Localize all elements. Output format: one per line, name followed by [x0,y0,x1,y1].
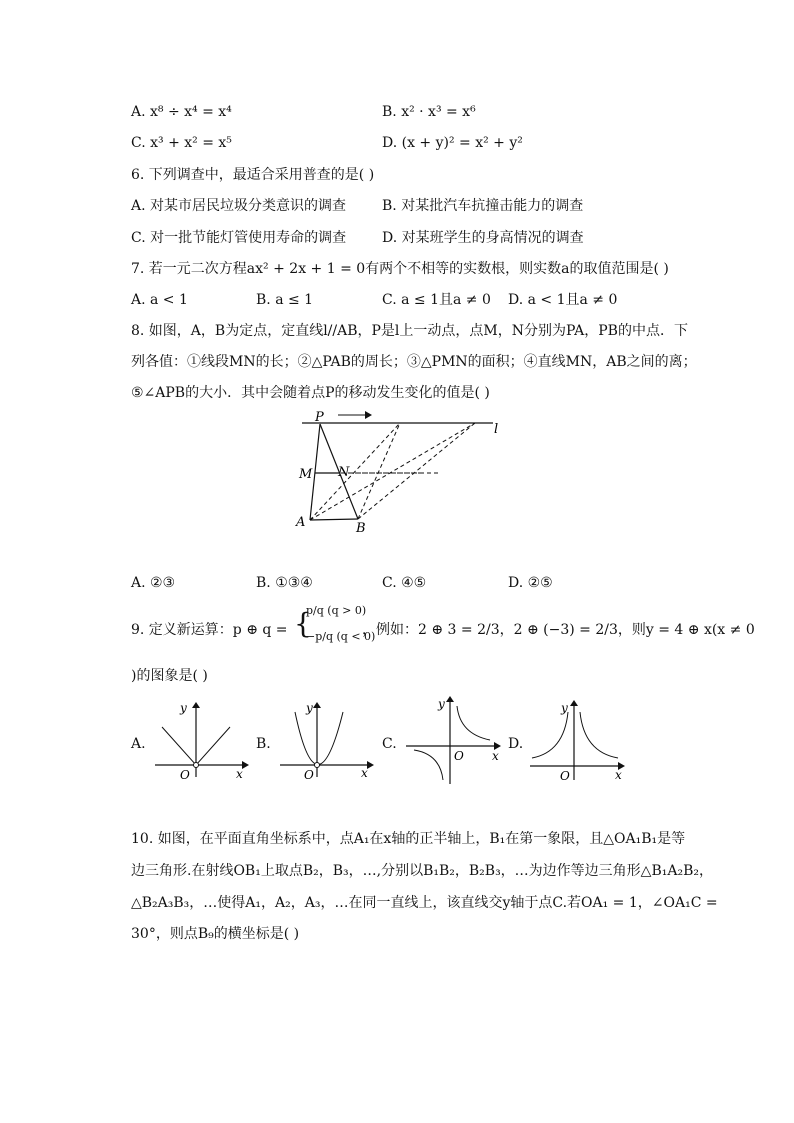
q10-stem-line1: 10. 如图，在平面直角坐标系中，点A₁在x轴的正半轴上，B₁在第一象限，且△OA₁B₁是等 [131,831,686,847]
q9-graph-d[interactable] [526,700,631,785]
q8-option-b[interactable]: B. ①③④ [256,575,313,591]
segment-ab [310,519,358,520]
q5-option-a[interactable]: A. x⁸ ÷ x⁴ = x⁴ [131,104,232,120]
q10-stem-line3: △B₂A₃B₃，…使得A₁，A₂，A₃，…在同一直线上，该直线交y轴于点C.若OA₁ = 1，∠OA₁C = [131,895,718,911]
label-n: N [338,465,350,480]
label-b: B [356,521,366,535]
q8-option-a[interactable]: A. ②③ [131,575,176,591]
q9-graph-c[interactable] [402,696,502,786]
q7-option-d[interactable]: D. a < 1且a ≠ 0 [508,292,618,308]
q7-option-c[interactable]: C. a ≤ 1且a ≠ 0 [382,292,491,308]
q8-stem-line3: ⑤∠APB的大小．其中会随着点P的移动发生变化的值是( ) [131,385,490,401]
q10-stem-line2: 边三角形.在射线OB₁上取点B₂，B₃，…,分别以B₁B₂，B₂B₃，…为边作等边三角形△B₁A₂B₂， [131,863,713,879]
dashed-lines [310,423,475,520]
svg-text:x: x [361,766,368,780]
q9-case1: p/q (q > 0) [306,604,367,617]
svg-text:y: y [438,697,445,711]
q7-option-a[interactable]: A. a < 1 [131,292,188,308]
q7-stem: 7. 若一元二次方程ax² + 2x + 1 = 0有两个不相等的实数根，则实数a的取值范围是( ) [131,261,669,277]
q8-option-c[interactable]: C. ④⑤ [382,575,427,591]
q5-option-d[interactable]: D. (x + y)² = x² + y² [382,135,523,151]
q6-option-d[interactable]: D. 对某班学生的身高情况的调查 [382,230,584,246]
svg-text:O: O [560,769,570,783]
q6-stem: 6. 下列调查中，最适合采用普查的是( ) [131,167,375,183]
svg-text:y: y [180,702,187,715]
q6-option-c[interactable]: C. 对一批节能灯管使用寿命的调查 [131,230,347,246]
q10-stem-line4: 30°，则点B₉的横坐标是( ) [131,926,300,942]
svg-text:O: O [304,768,314,782]
q9-brace: { [294,607,312,640]
label-m: M [299,467,313,482]
q9-graph-a[interactable] [150,702,250,782]
q9-graph-b[interactable] [275,702,375,782]
arrow-right-icon [365,411,372,419]
svg-text:y: y [561,701,568,715]
q9-option-c[interactable]: C. [382,736,397,752]
q6-option-b[interactable]: B. 对某批汽车抗撞击能力的调查 [382,198,584,214]
label-l: l [494,422,499,437]
q9-option-d[interactable]: D. [508,736,524,752]
q8-geometry-figure [290,405,510,535]
q9-stem-line2: )的图象是( ) [131,668,208,684]
q8-stem-line2: 列各值：①线段MN的长；②△PAB的周长；③△PMN的面积；④直线MN，AB之间的离； [131,354,697,370]
q5-option-c[interactable]: C. x³ + x² = x⁵ [131,135,232,151]
svg-text:x: x [615,768,622,782]
svg-text:x: x [236,767,243,781]
q5-option-b[interactable]: B. x² · x³ = x⁶ [382,104,476,120]
svg-text:x: x [492,749,499,763]
q9-option-b[interactable]: B. [256,736,271,752]
q9-stem-post: ，例如：2 ⊕ 3 = 2/3，2 ⊕ (−3) = 2/3，则y = 4 ⊕ x(x ≠ 0 [362,622,755,638]
q6-option-a[interactable]: A. 对某市居民垃圾分类意识的调查 [131,198,347,214]
q8-option-d[interactable]: D. ②⑤ [508,575,553,591]
q8-stem-line1: 8. 如图，A，B为定点，定直线l//AB，P是l上一动点，点M，N分别为PA，PB的中点．下 [131,323,688,339]
svg-text:O: O [180,768,190,782]
q9-stem-pre: 9. 定义新运算：p ⊕ q = [131,622,288,638]
svg-text:O: O [454,749,464,763]
q9-option-a[interactable]: A. [131,736,146,752]
q7-option-b[interactable]: B. a ≤ 1 [256,292,314,308]
svg-text:y: y [306,702,313,715]
q9-case2: −p/q (q < 0) [306,630,376,643]
label-a: A [296,515,306,530]
label-p: P [315,410,324,425]
